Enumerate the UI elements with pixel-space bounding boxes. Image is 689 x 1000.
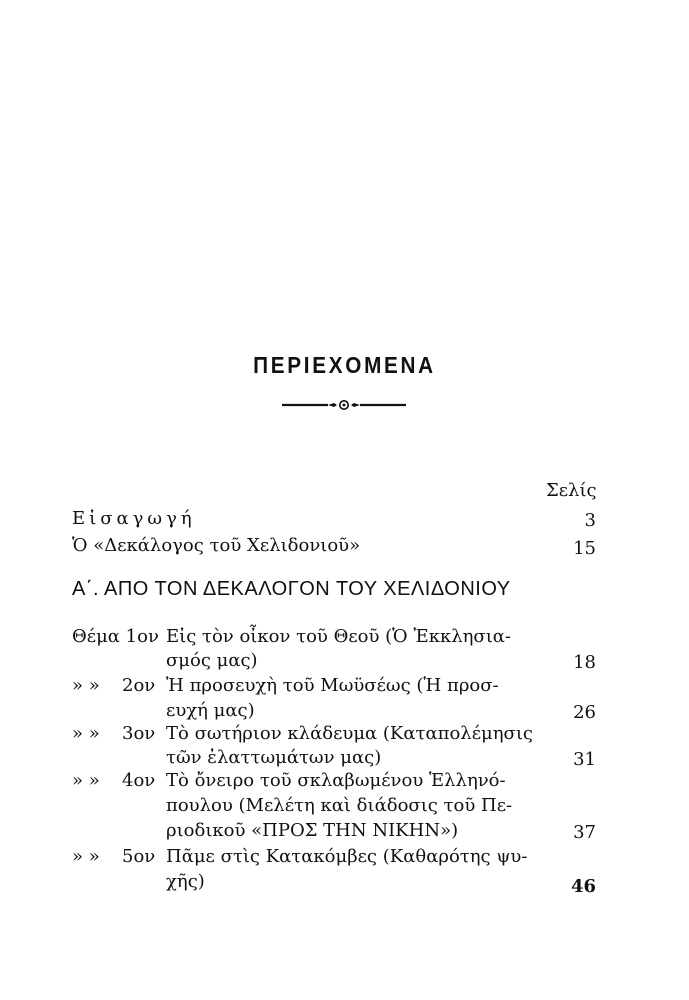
theme-ordinal: 3ον xyxy=(122,723,156,744)
theme-ordinal: 4ον xyxy=(122,770,156,791)
page-number: 26 xyxy=(573,702,596,723)
toc-line: Πᾶμε στὶς Κατακόμβες (Καθαρότης ψυ- xyxy=(166,846,528,867)
ditto-marks: » » xyxy=(72,723,100,744)
ditto-marks: » » xyxy=(72,846,100,867)
toc-entry-decalogue: Ὁ «Δεκάλογος τοῦ Χελιδονιοῦ» xyxy=(72,535,361,556)
toc-line: ευχή μας) xyxy=(166,700,255,721)
page-number: 18 xyxy=(573,652,596,673)
page-number: 37 xyxy=(573,822,596,843)
page-column-header: Σελίς xyxy=(546,480,597,501)
ditto-marks: » » xyxy=(72,770,100,791)
toc-line: πουλου (Μελέτη καὶ διάδοσις τοῦ Πε- xyxy=(166,795,513,816)
page-number: 31 xyxy=(573,749,596,770)
theme-ordinal: 5ον xyxy=(122,846,156,867)
toc-entry-introduction: Εἰσαγωγή xyxy=(72,508,196,529)
toc-line: Ἡ προσευχὴ τοῦ Μωϋσέως (Ἡ προσ- xyxy=(166,675,499,696)
toc-line: χῆς) xyxy=(166,871,205,892)
toc-line: Τὸ ὄνειρο τοῦ σκλαβωμένου Ἑλληνό- xyxy=(166,770,506,791)
toc-line: Τὸ σωτήριον κλάδευμα (Καταπολέμησις xyxy=(166,723,533,744)
ditto-marks: » » xyxy=(72,675,100,696)
theme-ordinal: 2ον xyxy=(122,675,156,696)
page-number: 15 xyxy=(573,538,596,559)
toc-line: Εἰς τὸν οἶκον τοῦ Θεοῦ (Ὁ Ἐκκλησια- xyxy=(166,626,511,647)
section-heading: Α΄. ΑΠΟ ΤΟΝ ΔΕΚΑΛΟΓΟΝ ΤΟΥ ΧΕΛΙΔΟΝΙΟΥ xyxy=(72,578,511,600)
page-number: 46 xyxy=(570,876,596,897)
theme-prefix: Θέμα 1ον xyxy=(72,626,159,647)
toc-line: ριοδικοῦ «ΠΡΟΣ ΤΗΝ ΝΙΚΗΝ») xyxy=(166,820,459,841)
toc-line: σμός μας) xyxy=(166,650,258,671)
page-number: 3 xyxy=(584,510,596,531)
toc-line: τῶν ἐλαττωμάτων μας) xyxy=(166,747,382,768)
ornament-divider-icon xyxy=(282,398,406,412)
page-title: ΠΕΡΙΕΧΟΜΕΝΑ xyxy=(253,352,436,378)
